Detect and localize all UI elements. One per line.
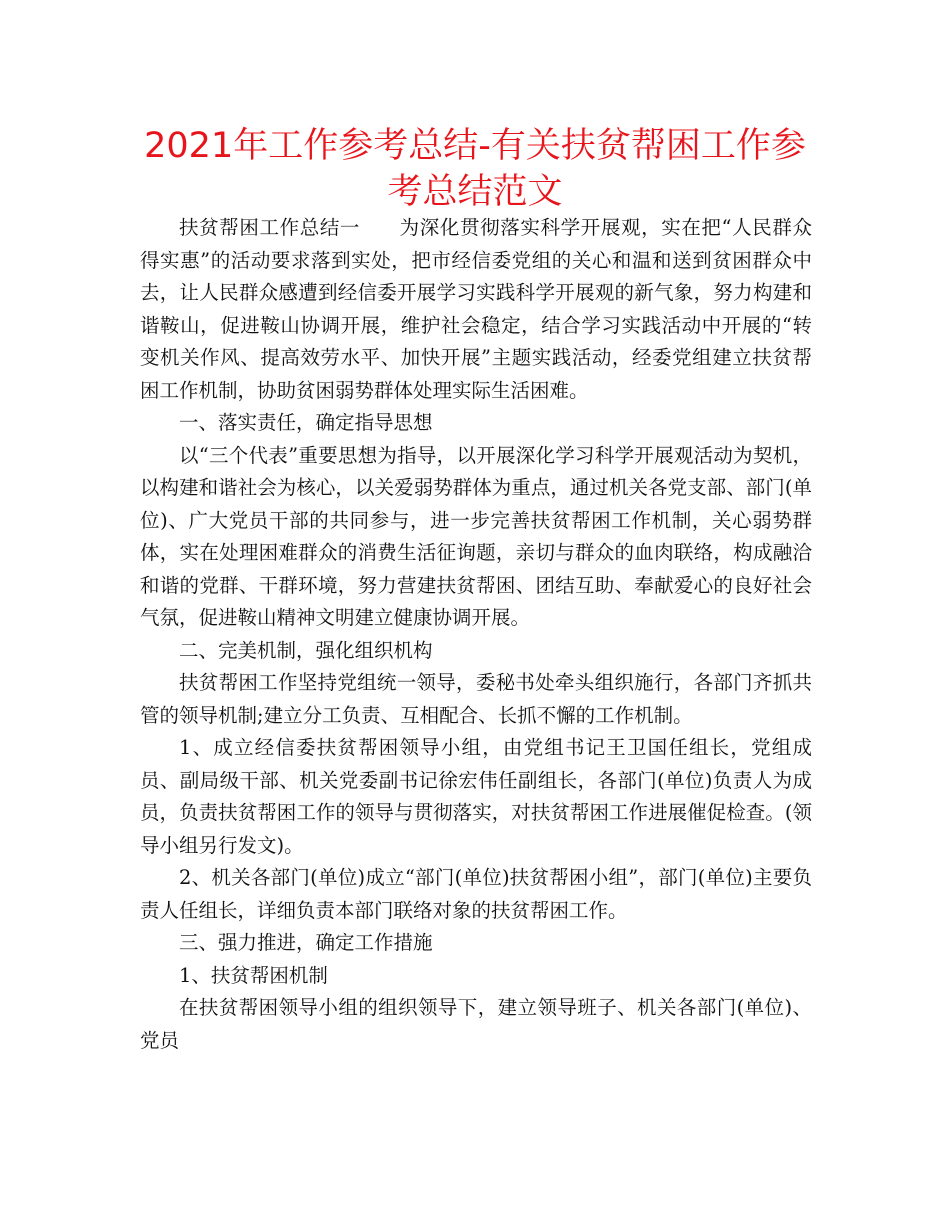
list-item-2: 2、机关各部门(单位)成立“部门(单位)扶贫帮困小组”，部门(单位)主要负责人任组长，详细负责本部门联络对象的扶贫帮困工作。 <box>140 866 812 922</box>
intro-lead: 扶贫帮困工作总结一 <box>179 216 361 239</box>
intro-paragraph <box>140 212 812 407</box>
subsection-heading: 1、扶贫帮困机制 <box>179 963 328 987</box>
section-heading-2: 二、完美机制，强化组织机构 <box>179 638 433 662</box>
section-heading-1: 一、落实责任，确定指导思想 <box>179 411 433 434</box>
section-heading-3: 三、强力推进，确定工作措施 <box>179 931 433 954</box>
document-title: 2021年工作参考总结-有关扶贫帮困工作参考总结范文 <box>144 126 806 212</box>
list-item-1: 1、成立经信委扶贫帮困领导小组，由党组书记王卫国任组长，党组成员、副局级干部、机关党委副书记徐宏伟任副组长，各部门(单位)负责人为成员，负责扶贫帮困工作的领导与贯彻落实，对扶贫帮困工作进展催促检查。(领导小组另行发文)。 <box>140 736 812 857</box>
body-paragraph: 以“三个代表”重要思想为指导，以开展深化学习科学开展观活动为契机，以构建和谐社会为核心，以关爱弱势群体为重点，通过机关各党支部、部门(单位)、广大党员干部的共同参与，进一步完善扶贫帮困工作机制，关心弱势群体，实在处理困难群众的消费生活征询题，亲切与群众的血肉联络，构成融洽和谐的党群、干群环境，努力营建扶贫帮困、团结互助、奉献爱心的良好社会气氛，促进鞍山精神文明建立健康协调开展。 <box>140 443 812 629</box>
document-body <box>140 212 812 1057</box>
body-paragraph: 在扶贫帮困领导小组的组织领导下，建立领导班子、机关各部门(单位)、党员 <box>140 996 812 1052</box>
intro-text: 为深化贯彻落实科学开展观，实在把“人民群众得实惠”的活动要求落到实处，把市经信委党组的关心和温和送到贫困群众中去，让人民群众感遭到经信委开展学习实践科学开展观的新气象，努力构建和谐鞍山，促进鞍山协调开展，维护社会稳定，结合学习实践活动中开展的“转变机关作风、提高效劳水平、加快开展”主题实践活动，经委党组建立扶贫帮困工作机制，协助贫困弱势群体处理实际生活困难。 <box>140 216 812 402</box>
body-paragraph: 扶贫帮困工作坚持党组统一领导，委秘书处牵头组织施行，各部门齐抓共管的领导机制;建立分工负责、互相配合、长抓不懈的工作机制。 <box>140 671 812 727</box>
